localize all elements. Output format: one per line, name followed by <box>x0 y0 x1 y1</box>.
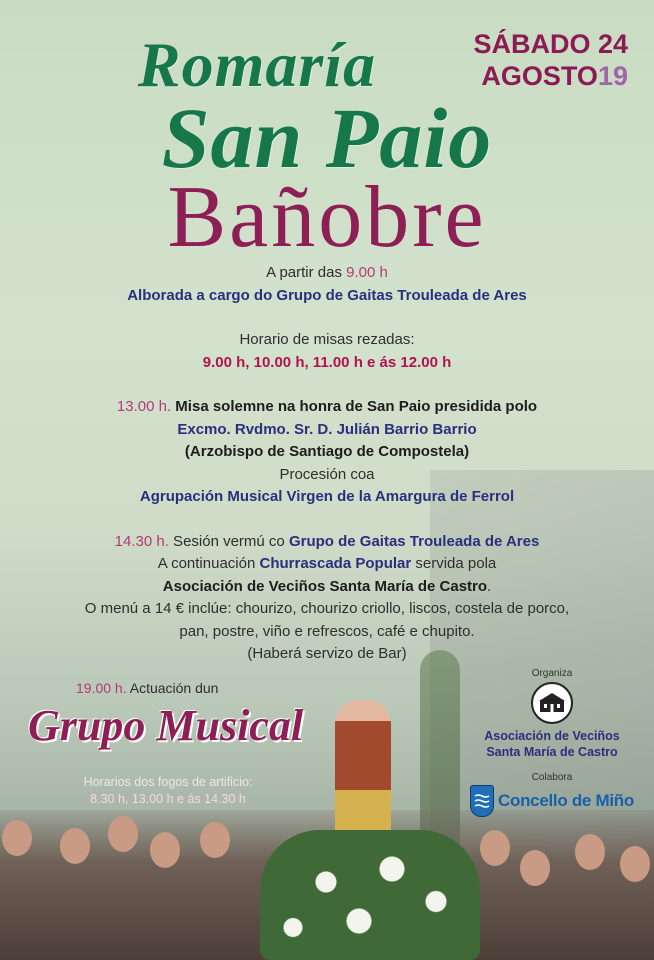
fireworks-label: Horarios dos fogos de artificio: <box>83 775 253 789</box>
collaborator-block <box>470 772 634 817</box>
menu-line-1: O menú a 14 € inclúe: chourizo, chourizo criollo, liscos, costela de porco, <box>84 600 570 617</box>
crowd-person <box>620 846 650 882</box>
archbishop-name: Excmo. Rvdmo. Sr. D. Julián Barrio Barrio <box>177 420 477 438</box>
masses-label: Horario de misas rezadas: <box>239 331 415 348</box>
grupo-musical-title: Grupo Musical <box>28 701 304 750</box>
concello-name: Concello de Miño <box>498 791 634 810</box>
concello-logo <box>470 785 634 817</box>
organizer-label: Organiza <box>531 668 573 679</box>
saint-statue <box>335 700 391 850</box>
music-time-line: 19.00 h. Actuación dun <box>76 680 219 696</box>
association-logo-icon <box>531 682 573 724</box>
flower-float <box>260 830 480 960</box>
fireworks-times: 8.30 h, 13.00 h e ás 14.30 h <box>90 792 246 806</box>
fireworks-info <box>68 774 268 808</box>
bar-service: (Haberá servizo de Bar) <box>247 645 407 662</box>
crowd-person <box>150 832 180 868</box>
vermouth-line: 14.30 h. Sesión vermú co Grupo de Gaitas Trouleada de Ares <box>114 532 540 550</box>
procession-band: Agrupación Musical Virgen de la Amargura de Ferrol <box>139 488 515 505</box>
program-schedule <box>0 262 654 666</box>
date-day: SÁBADO 24 <box>473 29 628 59</box>
organizer-name-line1: Asociación de Veciños <box>484 729 620 743</box>
title-banobre: Bañobre <box>167 169 487 266</box>
crowd-person <box>520 850 550 886</box>
crowd-person <box>108 816 138 852</box>
date-month-year: AGOSTO19 <box>481 61 628 91</box>
coat-of-arms-icon <box>470 785 494 817</box>
churrascada-line: A continuación Churrascada Popular servida pola <box>157 555 497 572</box>
organizer-block <box>468 668 636 760</box>
title-san-paio: San Paio <box>161 90 493 186</box>
crowd-person <box>480 830 510 866</box>
organizer-name-line2: Santa María de Castro <box>486 745 618 759</box>
collaborator-label: Colabora <box>531 772 573 783</box>
menu-line-2: pan, postre, viño e refrescos, café e chupito. <box>179 622 475 640</box>
crowd-person <box>2 820 32 856</box>
alborada-time-line: A partir das 9.00 h <box>266 264 388 281</box>
crowd-person <box>200 822 230 858</box>
archbishop-role: (Arzobispo de Santiago de Compostela) <box>184 443 470 460</box>
masses-times: 9.00 h, 10.00 h, 11.00 h e ás 12.00 h <box>202 353 452 371</box>
crowd-person <box>575 834 605 870</box>
procession-label: Procesión coa <box>279 465 375 483</box>
crowd-person <box>60 828 90 864</box>
title-romaria: Romaría <box>137 29 377 100</box>
association-line: Asociación de Veciños Santa María de Castro. <box>162 577 492 595</box>
alborada-detail: Alborada a cargo do Grupo de Gaitas Trouleada de Ares <box>127 286 527 304</box>
date-year: 19 <box>597 61 628 91</box>
solemn-mass-line: 13.00 h. Misa solemne na honra de San Paio presidida polo <box>116 398 538 415</box>
